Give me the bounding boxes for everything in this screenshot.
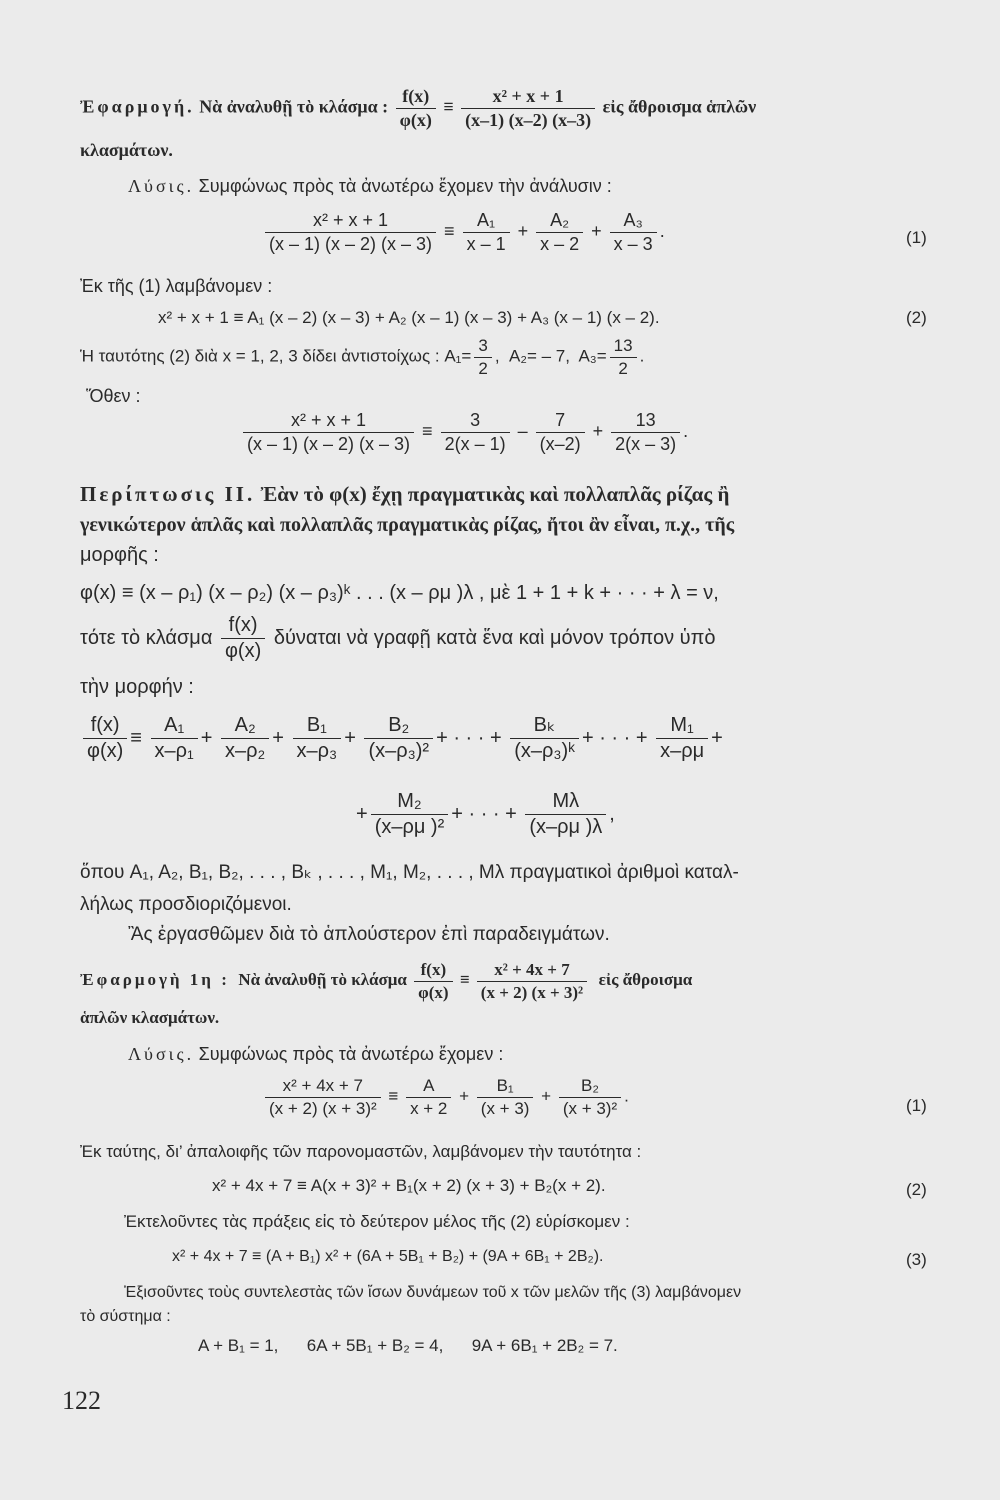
solution1-equation2: x² + x + 1 ≡ A₁ (x – 2) (x – 3) + A₂ (x – 1) (x – 3) + A₃ (x – 1) (x – 2). <box>158 308 660 327</box>
case2-text1: Ἐὰν τὸ φ(x) ἔχῃ πραγματικὰς καὶ πολλαπλᾶς ρίζας ἢ <box>260 482 730 506</box>
solution2-equation3: x² + 4x + 7 ≡ (A + B₁) x² + (6A + 5B₁ + B₂) + (9A + 6B₁ + 2B₂). <box>172 1248 604 1265</box>
case2-tote-line: τότε τὸ κλάσμα $\frac{f(x)}{\varphi(x)}$ δύναται νὰ γραφῇ κατὰ ἕνα καὶ μόνον τρόπον ὑπὸ <box>80 614 716 662</box>
equation-tag: (3) <box>906 1250 927 1269</box>
case2-where1: ὅπου A₁, A₂, B₁, B₂, . . . , Bₖ , . . . , M₁, M₂, . . . , Mλ πραγματικοὶ ἀριθμοὶ καταλ- <box>80 862 739 883</box>
example2-tail: εἰς ἄθροισμα <box>598 969 693 989</box>
solution2-line <box>128 1044 503 1065</box>
example2-line1: Ἐφαρμογὴ 1η : Νὰ ἀναλυθῇ τὸ κλάσμα $\frac{f(x)}{\varphi(x)}$ ≡ $\frac{\text{x² + 4x + 7}}{\text{(x + 2) (x + 3)²}}$ εἰς ἄθροισμα <box>80 960 693 1002</box>
solution1-identity: Ἡ ταυτότης (2) διὰ x = 1, 2, 3 δίδει ἀντιστοίχως : A₁= $\frac{3}{2}$ , A₂= – 7, A₃= $\frac{13}{2}$ . <box>80 336 645 378</box>
solution2-equate1: Ἐξισοῦντες τοὺς συντελεστὰς τῶν ἴσων δυνάμεων τοῦ x τῶν μελῶν τῆς (3) λαμβάνομεν <box>124 1284 742 1301</box>
case2-line3: μορφῆς : <box>80 544 159 566</box>
example1-line2: κλασμάτων. <box>80 140 173 160</box>
equation-tag: (1) <box>906 228 927 247</box>
case2-phi-line: φ(x) ≡ (x – ρ₁) (x – ρ₂) (x – ρ₃)ᵏ . . . (x – ρμ )λ , μὲ 1 + 1 + k + · · · + λ = ν, <box>80 582 719 604</box>
equation-tag: (2) <box>906 308 927 327</box>
example1-label: Ἐφαρμογή. <box>80 96 195 117</box>
example1-intro: Νὰ ἀναλυθῇ τὸ κλάσμα : <box>199 96 389 117</box>
example1-tail: εἰς ἄθροισμα ἁπλῶν <box>602 96 757 117</box>
case2-where2: λήλως προσδιοριζόμενοι. <box>80 894 292 915</box>
example2-intro: Νὰ ἀναλυθῇ τὸ κλάσμα <box>238 969 407 989</box>
solution1-from1: Ἐκ τῆς (1) λαμβάνομεν : <box>80 276 273 296</box>
solution1-label: Λύσις. <box>128 176 195 196</box>
solution2-label: Λύσις. <box>128 1044 195 1064</box>
example2-label: Ἐφαρμογὴ 1η : <box>80 969 230 989</box>
solution2-exec: Ἐκτελοῦντες τὰς πράξεις εἰς τὸ δεύτερον μέλος τῆς (2) εὑρίσκομεν : <box>124 1212 630 1231</box>
solution1-hence: Ὅθεν : <box>86 386 141 406</box>
equation-tag: (2) <box>906 1180 927 1199</box>
case2-big-formula-1: $\frac{f(x)}{\varphi(x)}$ ≡ $\frac{\text{A₁}}{\text{x–ρ₁}}$ + $\frac{\text{A₂}}{\text{x–ρ₂}}$ + $\frac{\text{B₁}}{\text{x–ρ₃}}$ + $\frac{\text{B₂}}{\text{(x–ρ₃)²}}$ + · · · + $\frac{\text{Bₖ}}{\text{(x–ρ₃)ᵏ}}$ + · · · + $\frac{\text{M₁}}{x-\rho\mu}$ + <box>80 714 723 763</box>
example1-fraction-rhs: $\frac{\text{x² + x + 1}}{(x-1) (x-2) (x-3)}$ <box>461 86 595 130</box>
solution2-text: Συμφώνως πρὸς τὰ ἀνωτέρω ἔχομεν : <box>198 1044 504 1064</box>
solution1-result: $\frac{\text{x² + x + 1}}{(x - 1) (x - 2) (x - 3)}$ ≡ $\frac{3}{2(x - 1)}$ – $\frac{7}{(x-2)}$ + $\frac{13}{2(x - 3)}$ . <box>240 410 688 454</box>
solution1-text: Συμφώνως πρὸς τὰ ἀνωτέρω ἔχομεν τὴν ἀνάλυσιν : <box>198 176 612 196</box>
solution2-system: A + B₁ = 1, 6A + 5B₁ + B₂ = 4, 9A + 6B₁ + 2B₂ = 7. <box>198 1336 618 1355</box>
case2-line1 <box>80 482 729 506</box>
equation-tag: (1) <box>906 1096 927 1115</box>
solution2-equation2: x² + 4x + 7 ≡ A(x + 3)² + B₁(x + 2) (x + 3) + B₂(x + 2). <box>212 1176 606 1195</box>
page-number: 122 <box>62 1386 101 1415</box>
case2-line2: γενικώτερον ἁπλᾶς καὶ πολλαπλᾶς πραγματικὰς ρίζας, ἤτοι ἂν εἶναι, π.χ., τῆς <box>80 514 735 536</box>
example1-line1: Ἐφαρμογή. Νὰ ἀναλυθῇ τὸ κλάσμα : $\frac{f(x)}{\varphi(x)}$ ≡ $\frac{\text{x² + x + 1}}{(x-1) (x-2) (x-3)}$ εἰς ἄθροισμα ἁπλῶν <box>80 86 757 130</box>
case2-form: τὴν μορφήν : <box>80 676 194 698</box>
solution1-line <box>128 176 612 197</box>
case2-big-formula-2: + $\frac{\text{M₂}}{\text{(x–ρμ )²}}$ + · · · + $\frac{M\lambda}{(x-\rho\mu )\lambda}$ , <box>356 790 615 838</box>
solution2-from1: Ἐκ ταύτης, δι’ ἀπαλοιφῆς τῶν παρονομαστῶν, λαμβάνομεν τὴν ταυτότητα : <box>80 1142 642 1161</box>
solution2-equate2: τὸ σύστημα : <box>80 1308 171 1325</box>
example2-line2: ἁπλῶν κλασμάτων. <box>80 1008 220 1027</box>
solution1-equation1: $\frac{\text{x² + x + 1}}{(x - 1) (x - 2) (x - 3)}$ ≡ $\frac{\text{A₁}}{x - 1}$ + $\frac{\text{A₂}}{x - 2}$ + $\frac{\text{A₃}}{x - 3}$ . <box>262 210 665 254</box>
case2-work: Ἂς ἐργασθῶμεν διὰ τὸ ἁπλούστερον ἐπὶ παραδειγμάτων. <box>128 924 610 945</box>
example1-fraction-lhs: $\frac{f(x)}{\varphi(x)}$ <box>396 86 436 130</box>
solution2-equation1: $\frac{\text{x² + 4x + 7}}{\text{(x + 2) (x + 3)²}}$ ≡ $\frac{A}{x + 2}$ + $\frac{\text{B₁}}{(x + 3)}$ + $\frac{\text{B₂}}{\text{(x + 3)²}}$ . <box>262 1076 629 1118</box>
case2-heading: Περίπτωσις II. <box>80 482 256 506</box>
